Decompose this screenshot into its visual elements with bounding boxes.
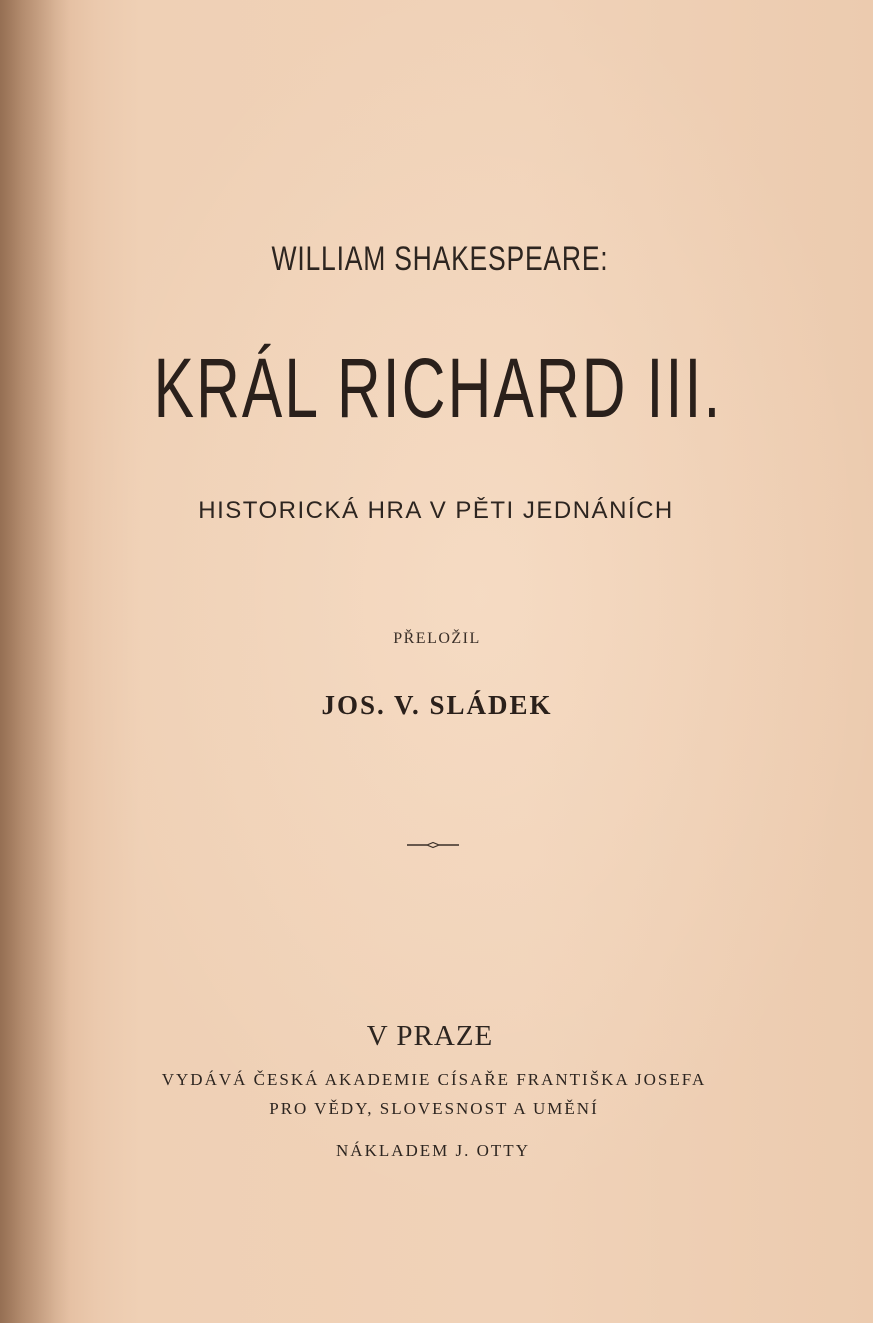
- publication-place: V PRAZE: [366, 1020, 494, 1052]
- publisher-line-2: PRO VĚDY, SLOVESNOST A UMĚNÍ: [269, 1099, 599, 1118]
- book-subtitle: HISTORICKÁ HRA V PĚTI JEDNÁNÍCH: [198, 497, 674, 524]
- binding-gutter-shadow: [0, 0, 70, 1323]
- author-name: WILLIAM SHAKESPEARE:: [271, 240, 609, 278]
- printer-credit: NÁKLADEM J. OTTY: [336, 1141, 530, 1160]
- translator-name: JOS. V. SLÁDEK: [321, 690, 553, 720]
- translated-by-label: PŘELOŽIL: [393, 630, 481, 647]
- rule-ornament-icon: [407, 838, 459, 852]
- book-title: KRÁL RICHARD III.: [153, 341, 723, 435]
- publisher-line-1: VYDÁVÁ ČESKÁ AKADEMIE CÍSAŘE FRANTIŠKA JOSEFA: [161, 1070, 707, 1089]
